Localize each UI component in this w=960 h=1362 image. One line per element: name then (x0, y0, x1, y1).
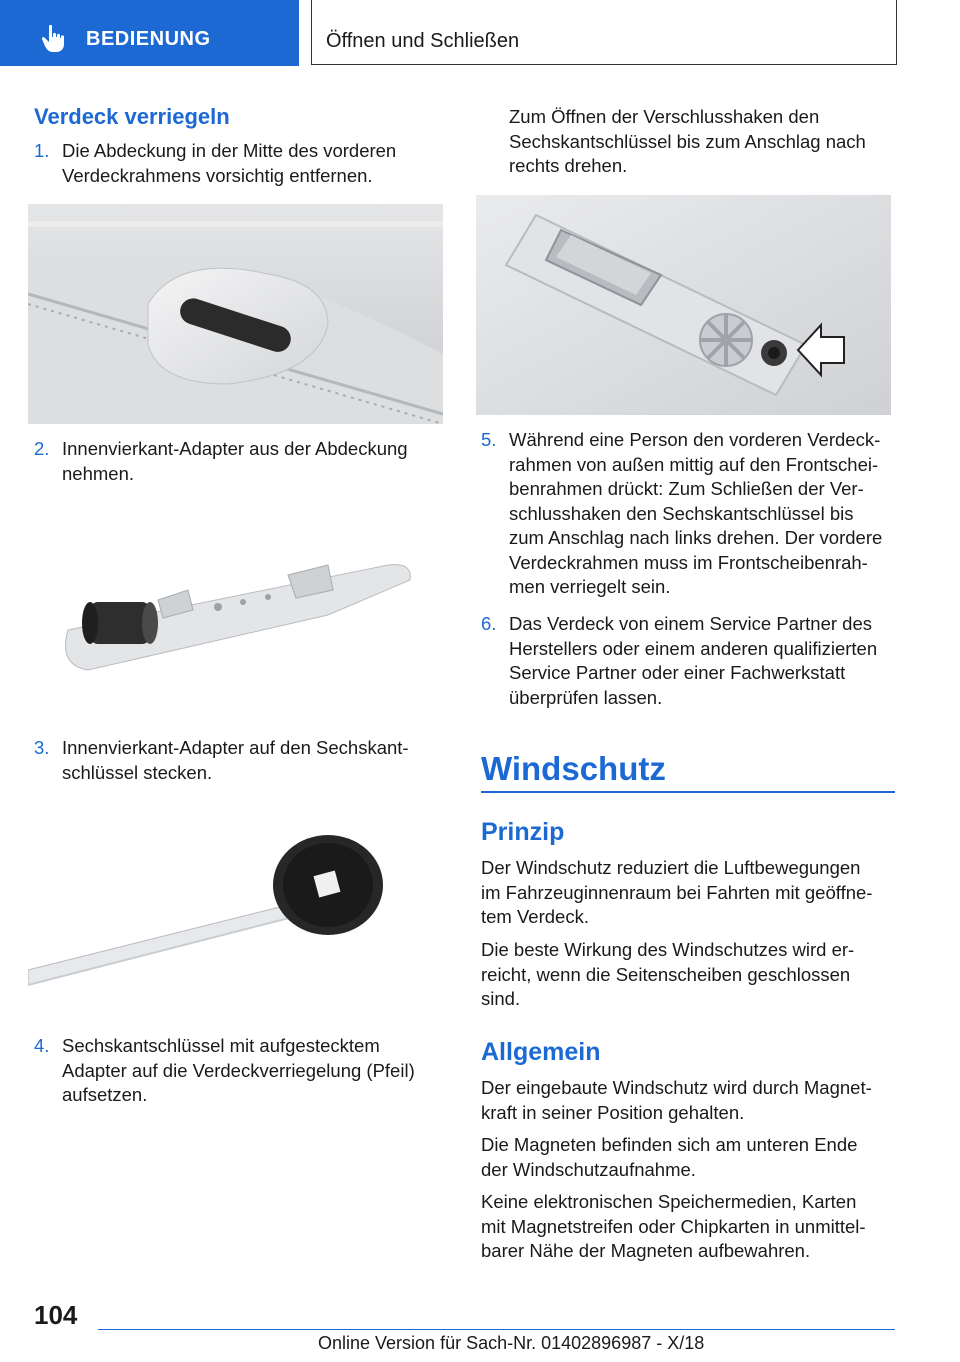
section-title-windschutz: Windschutz (481, 750, 666, 787)
page-number: 104 (34, 1300, 78, 1330)
chapter-title: Öffnen und Schließen (326, 30, 520, 52)
section-tab[interactable] (0, 0, 299, 66)
step-text: Die Abdeckung in der Mitte des vorderen Verdeckrahmens vorsichtig entfernen. (62, 140, 397, 186)
step-text: Innenvierkant-Adapter aus der Abdeckung nehmen. (62, 438, 408, 484)
step-number: 3. (34, 737, 50, 758)
figure-roof-cover (28, 204, 443, 424)
heading-verdeck-verriegeln: Verdeck verriegeln (34, 104, 230, 129)
paragraph: Der eingebaute Windschutz wird durch Magnet- kraft in seiner Position gehalten. (481, 1077, 872, 1123)
step-number: 2. (34, 438, 50, 459)
figure-roof-lock (476, 195, 891, 415)
step-number: 5. (481, 429, 497, 450)
intro-text: Zum Öffnen der Verschlusshaken den Sechskantschlüssel bis zum Anschlag nach rechts drehen. (509, 106, 866, 176)
paragraph: Der Windschutz reduziert die Luftbewegungen im Fahrzeuginnenraum bei Fahrten mit geöffne- tem Verdeck. (481, 857, 873, 927)
figure-adapter-cover (28, 520, 443, 720)
step-number: 4. (34, 1035, 50, 1056)
figure-hex-key (28, 805, 443, 1020)
step-number: 6. (481, 613, 497, 634)
paragraph: Keine elektronischen Speichermedien, Karten mit Magnetstreifen oder Chipkarten in unmittel- barer Nähe der Magneten aufbewahren. (481, 1191, 866, 1261)
hand-pointer-icon (40, 24, 68, 59)
step-number: 1. (34, 140, 50, 161)
subheading-allgemein: Allgemein (481, 1038, 601, 1066)
section-rule (481, 791, 895, 793)
footer-online-version[interactable]: Online Version für Sach-Nr. 01402896987 - X/18 (318, 1333, 705, 1353)
step-text: Das Verdeck von einem Service Partner des Herstellers oder einem anderen qualifizierten Service Partner oder einer Fachwerkstatt überprüfen lassen. (509, 613, 878, 708)
step-text: Innenvierkant-Adapter auf den Sechskant- schlüssel stecken. (62, 737, 409, 783)
chapter-header (311, 0, 897, 65)
section-label: BEDIENUNG (86, 28, 211, 50)
step-text: Sechskantschlüssel mit aufgestecktem Adapter auf die Verdeckverriegelung (Pfeil) aufsetzen. (62, 1035, 415, 1105)
subheading-prinzip: Prinzip (481, 818, 565, 846)
footer-rule (98, 1329, 895, 1330)
paragraph: Die beste Wirkung des Windschutzes wird er- reicht, wenn die Seitenscheiben geschlossen sind. (481, 939, 855, 1009)
paragraph: Die Magneten befinden sich am unteren Ende der Windschutzaufnahme. (481, 1134, 858, 1180)
step-text: Während eine Person den vorderen Verdeck- rahmen von außen mittig auf den Frontschei- benrahmen drückt: Zum Schließen der Ver- schlusshaken den Sechskantschlüssel bis zum Anschlag nach links drehen. Der vordere Verdeckrahmen muss im Frontscheibenrah- men verriegelt sein. (509, 429, 883, 597)
